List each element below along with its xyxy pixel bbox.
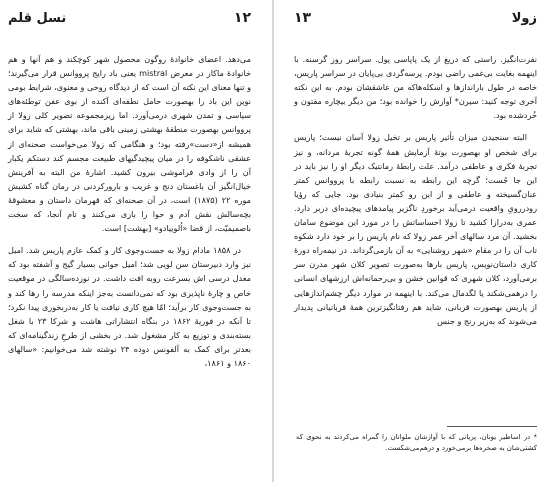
right-running-title: زولا	[511, 11, 537, 26]
left-page-number: ۱۲	[233, 10, 251, 26]
right-paragraph-1: نفرت‌انگیز. راستی که دریغ از یک پاپاسی پول. سراسر روز گرسنه. با اینهمه بغایت بی‌غمی راضی بودم. پرسه‌گردی بی‌پایان در سراسر پاریس، خاصه در طول بارانداز‌ها و اسکله‌هاکه من عاشقشان بودم. به این نکته آخری توجه کنید: سیرن* آوازش را خوانده بود؛ من دیگر بیچاره مفتون و خُردشده بود.	[294, 54, 537, 121]
right-page-body	[294, 52, 537, 328]
footnote: * در اساطیر یونان، پریانی که با آوازشان ملوانان را گمراه می‌کردند به نحوی که کشتی‌شان به صخره‌ها برمی‌خورد و درهم‌می‌شکست.	[296, 433, 537, 452]
left-page	[0, 0, 273, 482]
left-paragraph-1: می‌دهد. اعضای خانوادهٔ روگون محصول شهر کوچکند و هم آنها و هم خانوادهٔ ماکار در معرض mistral یعنی باد رایج پرووانس قرار می‌گیرند؛ و تنها معنای این نکته آن است که از دیدگاه روحی و معنوی، شرایط بومی نوین این باد را بهصورت حامل نطفه‌ای آکنده از بوی عفن توطئه‌های سیاسی و تمدن شهری درمی‌آورد. اما زیرمجموعه تصویر کلی زولا از پرووانس بهصورت منطقهٔ بهشتی زمینی باقی ماند، بهشتی که شاید برای همیشه از«دست»رفته بود؛ و هنگامی که زولا می‌خواست صحنه‌ای از عشقی ناشکوفه را در میان پیچیدگیهای طبیعت مجسم کند دستکم یکبار آن را از وادی فراموشی بیرون کشید. اشارهٔ من البته به آفرینش خیال‌انگیز آن باغستان دنج و غریب و بارورکردنی در رمان گناه کشیش موره ۲۲ (۱۸۷۵) است، در آن صحنه‌ای که قهرمان داستان و معشوقهٔ بچه‌سالش نقش آدم و حوا را بازی می‌کنند و تام آنجا، که سخت باصمیمیّت، از قضا «اُلوییادو» [بهشت] است.	[8, 54, 251, 234]
left-paragraph-2: در ۱۸۵۸ مادام زولا به جست‌وجوی کار و کمک عازم پاریس شد. امیل نیز وارد دبیرستان سن لویی شد؛ امیل جوانی بسیار گیج و آشفته بود که معدل درسی اش بسرعت روبه افت داشت. در نوزده‌سالگی در موقعیت خاص و چارهٔ ناپذیری بود که نمی‌دانست به‌جز اینکه مدرسه را رها کند و به جست‌وجوی کار برآید؛ امّا هیچ کاری نیافت یا کار به‌دربخوری پیدا نکرد؛ تا آنکه در فوریهٔ ۱۸۶۲ در بنگاه انتشاراتی هاشت و شرکا ۲۳ با شغل بسته‌بندی و توزیع به کار مشغول شد. در بخشی از طرحِ زندگینامه‌ای که بعدتر برای کمک به آلفونس دوده ۲۴ نوشته شد می‌خوانیم: «سالهای ۱۸۶۰ و ۱۸۶۱،	[8, 245, 251, 368]
left-running-title: نسل قلم	[8, 11, 67, 26]
left-page-header	[8, 10, 251, 30]
left-page-body	[8, 52, 251, 370]
right-page-header	[294, 10, 537, 30]
right-page	[274, 0, 547, 482]
footnote-rule	[447, 426, 537, 427]
right-page-number: ۱۳	[294, 10, 312, 26]
right-paragraph-2: البته سنجیدن میزان تأثیر پاریس بر تخیل زولا آسان نیست؛ پاریس برای شخص او بهصورت بوتهٔ آزمایش همهٔ گونه تجربهٔ مردانه، و نیز تجربهٔ فکری و عاطفی درآمد. علت رابطهٔ رمانتیک دیگر او را نیز باید در این جا جُست؛ گرچه این رابطه به نسبت رابطه با پرووانس کمتر عنان‌گسیخته و عاطفی و از این رو کمتر بنیادی بود. جایی که رؤیا رودررویِ واقعیت درمی‌آید برخوردِ ناگزیر پیامدهای پیچیده‌ای دربر دارد. عمری به‌درازا کشید تا زولا احساساتش را در مورد این موضوع سامان بخشید. آن مرد سالهای آخر عمر زولا که نام پاریس را بر خود دارد شکوه تاب آن را در مقام «شهر روشنایی» به آن بازمی‌گرداند. در نیمه‌راه دورهٔ کاری داستان‌نویس، پاریس بارها به‌صورت تصویر کلان شهر مدرن سر برمی‌آورد، کلان شهری که قوانین خشن و بی‌رحمانه‌اش ارزشهای انسانی را درهمی‌شکند یا لگدمال می‌کند. با اینهمه در موارد دیگر چشم‌اندازهایی از پاریس بهصورت قربانی، شاید هم رفتانگیزترین همهٔ قربانیانی پدیدار می‌شوند که به‌زیر رنج و جنس	[294, 132, 537, 326]
